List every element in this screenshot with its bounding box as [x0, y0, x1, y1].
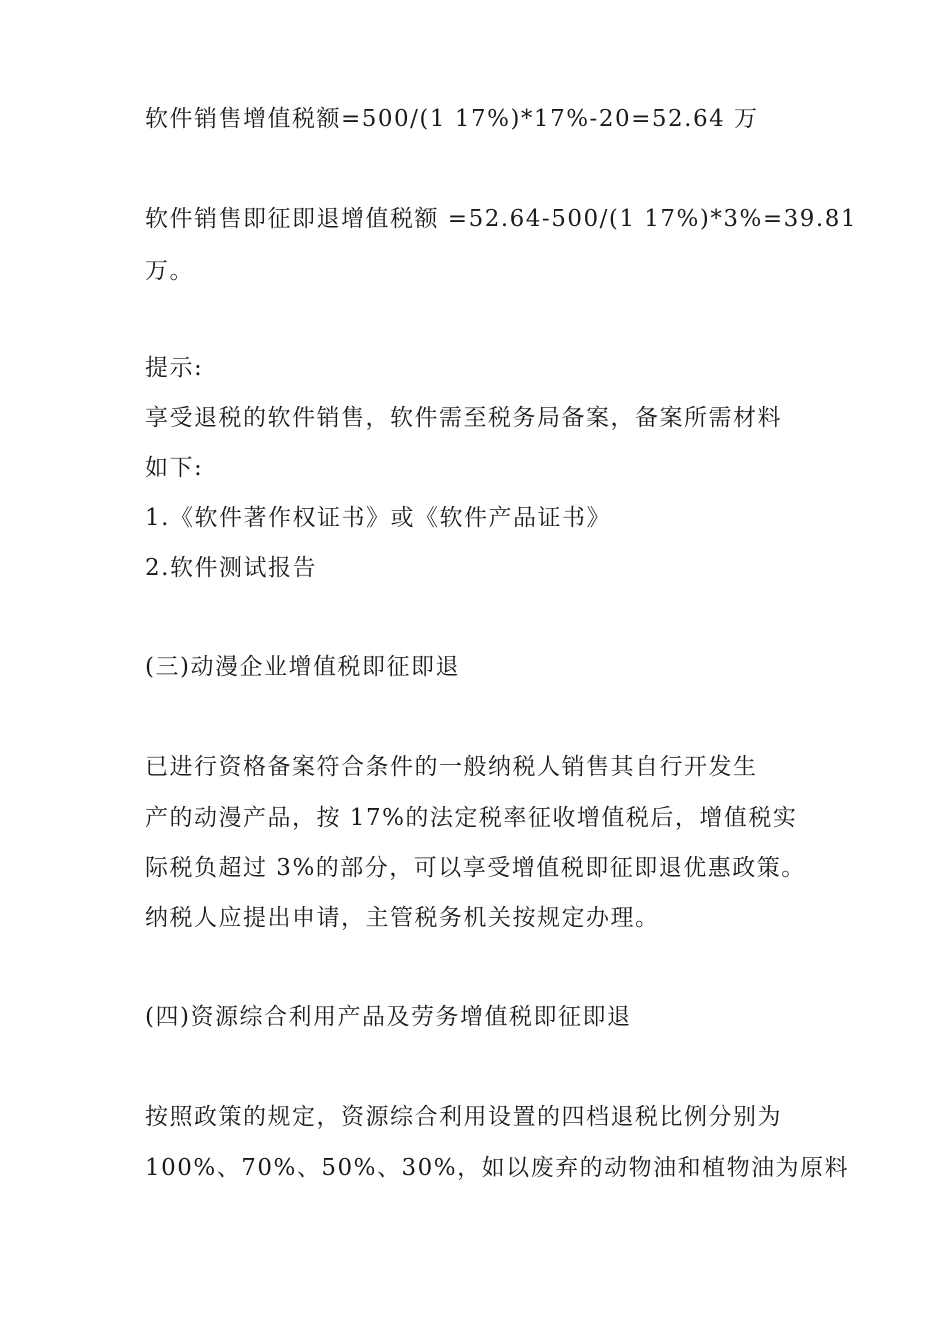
- text-line-8: 2.软件测试报告: [145, 555, 317, 581]
- text-line-7: 1.《软件著作权证书》或《软件产品证书》: [145, 505, 611, 531]
- section-heading-4: (四)资源综合利用产品及劳务增值税即征即退: [145, 1004, 632, 1030]
- text-line-15: 按照政策的规定，资源综合利用设置的四档退税比例分别为: [145, 1104, 782, 1130]
- text-line-1: 软件销售增值税额=500/(1 17%)*17%-20=52.64 万: [145, 106, 759, 132]
- text-line-6: 如下:: [145, 455, 204, 481]
- text-line-13: 纳税人应提出申请，主管税务机关按规定办理。: [145, 905, 660, 931]
- text-line-16: 100%、70%、50%、30%，如以废弃的动物油和植物油为原料: [145, 1155, 850, 1181]
- text-line-2: 软件销售即征即退增值税额 =52.64-500/(1 17%)*3%=39.81: [145, 206, 857, 232]
- section-heading-3: (三)动漫企业增值税即征即退: [145, 654, 460, 680]
- text-line-5: 享受退税的软件销售，软件需至税务局备案，备案所需材料: [145, 405, 782, 431]
- text-line-4: 提示:: [145, 355, 204, 381]
- text-line-11: 产的动漫产品，按 17%的法定税率征收增值税后，增值税实: [145, 805, 798, 831]
- text-line-3: 万。: [145, 258, 194, 284]
- text-line-12: 际税负超过 3%的部分，可以享受增值税即征即退优惠政策。: [145, 855, 806, 881]
- text-line-10: 已进行资格备案符合条件的一般纳税人销售其自行开发生: [145, 754, 758, 780]
